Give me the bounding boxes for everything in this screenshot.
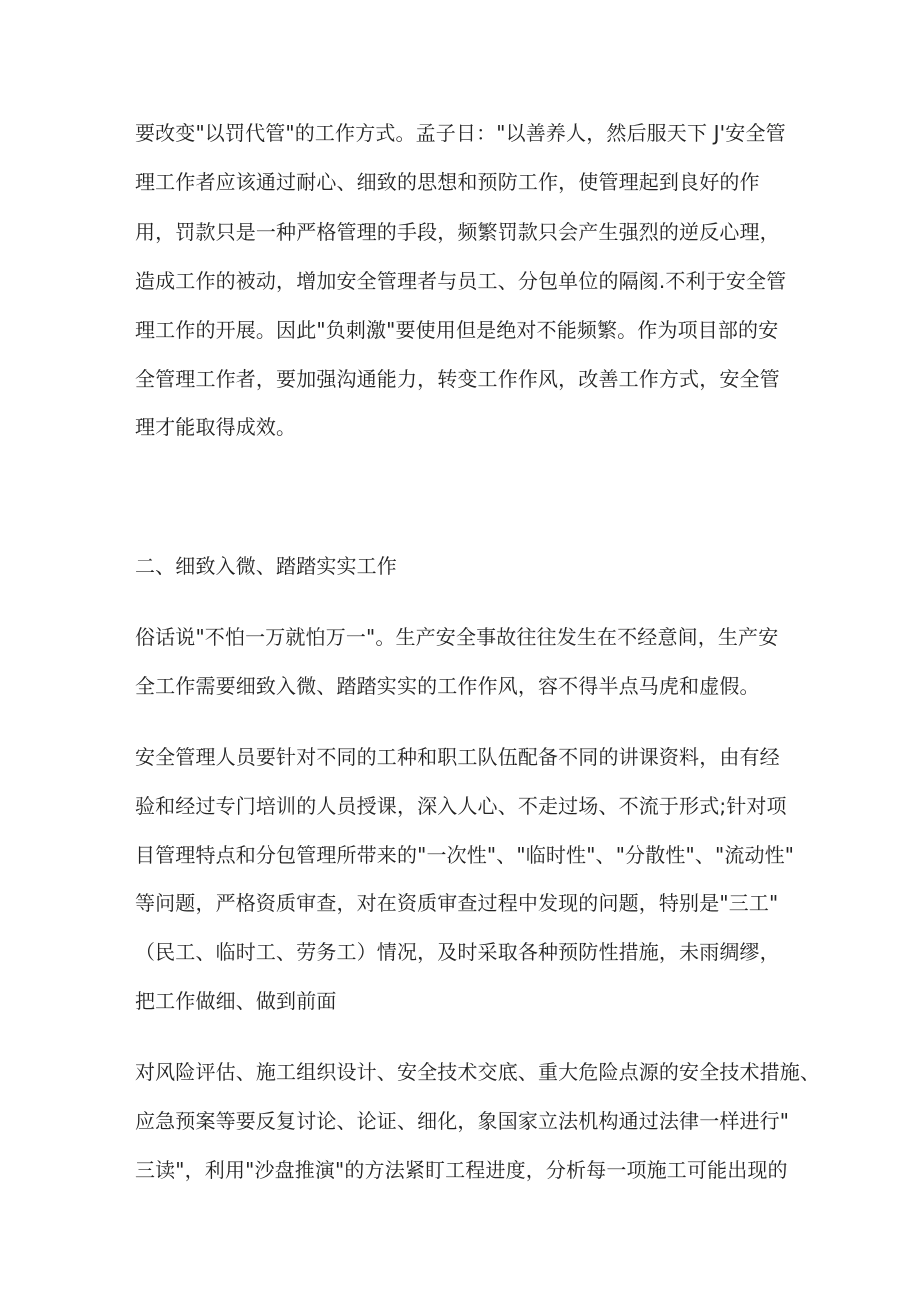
paragraph-1-line-5: 理工作的开展。因此"负刺激"要使用但是绝对不能频繁。作为项目部的安: [135, 318, 779, 342]
paragraph-4-line-1: 对风险评估、施工组织设计、安全技术交底、重大危险点源的安全技术措施、: [135, 1060, 821, 1084]
paragraph-1-line-3: 用，罚款只是一种严格管理的手段，频繁罚款只会产生强烈的逆反心理，: [135, 220, 780, 244]
section-heading: 二、细致入微、踏踏实实工作: [135, 554, 397, 578]
paragraph-1-line-2: 理工作者应该通过耐心、细致的思想和预防工作，使管理起到良好的作: [135, 170, 760, 194]
paragraph-3-line-3: 目管理特点和分包管理所带来的"一次性"、"临时性"、"分散性"、"流动性": [135, 843, 795, 867]
paragraph-3-line-6: 把工作做细、做到前面: [135, 989, 337, 1013]
paragraph-3-line-5: （民工、临时工、劳务工）情况，及时采取各种预防性措施，未雨绸缪，: [135, 940, 780, 964]
paragraph-3-line-2: 验和经过专门培训的人员授课，深入人心、不走过场、不流于形式;针对项: [135, 794, 787, 818]
paragraph-3-line-1: 安全管理人员要针对不同的工种和职工队伍配备不同的讲课资料，由有经: [135, 745, 780, 769]
paragraph-1-line-4: 造成工作的被动，增加安全管理者与员工、分包单位的隔阂.不利于安全管: [135, 269, 787, 293]
paragraph-1-line-6: 全管理工作者，要加强沟通能力，转变工作作风，改善工作方式，安全管: [135, 367, 780, 391]
paragraph-1-line-1: 要改变"以罚代管"的工作方式。孟子日："以善养人，然后服天下 J'安全管: [135, 121, 786, 145]
paragraph-2-line-2: 全工作需要细致入微、踏踏实实的工作作风，容不得半点马虎和虚假。: [135, 674, 760, 698]
paragraph-3-line-4: 等问题，严格资质审查，对在资质审查过程中发现的问题，特别是"三工": [135, 891, 779, 915]
paragraph-4-line-2: 应急预案等要反复讨论、论证、细化，象国家立法机构通过法律一样进行": [135, 1109, 790, 1133]
paragraph-4-line-3: 三读"，利用"沙盘推演"的方法紧盯工程进度，分析每一项施工可能出现的: [135, 1158, 788, 1182]
paragraph-2-line-1: 俗话说"不怕一万就怕万一"。生产安全事故往往发生在不经意间，生产安: [135, 625, 779, 649]
paragraph-1-line-7: 理才能取得成效。: [135, 415, 297, 439]
